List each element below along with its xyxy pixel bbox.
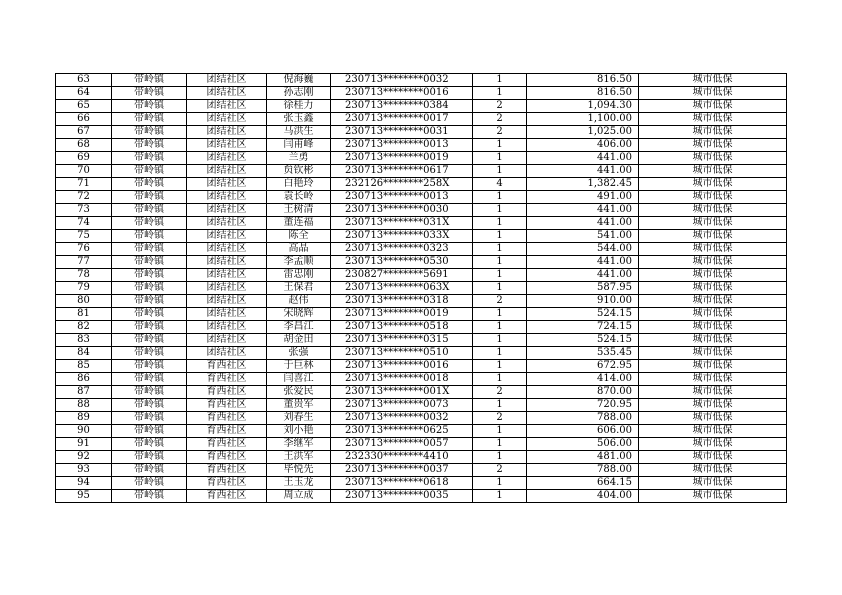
household-count-cell: 1 <box>473 204 527 217</box>
row-number-cell: 63 <box>56 74 112 87</box>
benefit-type-cell: 城市低保 <box>639 321 787 334</box>
community-cell: 育西社区 <box>187 438 267 451</box>
name-cell: 毕悦先 <box>267 464 331 477</box>
town-cell: 带岭镇 <box>112 464 187 477</box>
name-cell: 贠钦彬 <box>267 165 331 178</box>
town-cell: 带岭镇 <box>112 282 187 295</box>
name-cell: 孙志刚 <box>267 87 331 100</box>
name-cell: 高晶 <box>267 243 331 256</box>
name-cell: 李孟顺 <box>267 256 331 269</box>
id-number-cell: 230713********0037 <box>331 464 473 477</box>
id-number-cell: 230713********063X <box>331 282 473 295</box>
amount-cell: 788.00 <box>527 464 639 477</box>
household-count-cell: 1 <box>473 282 527 295</box>
household-count-cell: 1 <box>473 477 527 490</box>
community-cell: 团结社区 <box>187 100 267 113</box>
row-number-cell: 95 <box>56 490 112 503</box>
name-cell: 闫喜江 <box>267 373 331 386</box>
id-number-cell: 230713********0019 <box>331 152 473 165</box>
community-cell: 团结社区 <box>187 321 267 334</box>
community-cell: 育西社区 <box>187 360 267 373</box>
household-count-cell: 1 <box>473 139 527 152</box>
household-count-cell: 1 <box>473 490 527 503</box>
amount-cell: 541.00 <box>527 230 639 243</box>
town-cell: 带岭镇 <box>112 451 187 464</box>
community-cell: 育西社区 <box>187 490 267 503</box>
amount-cell: 606.00 <box>527 425 639 438</box>
town-cell: 带岭镇 <box>112 152 187 165</box>
table-row <box>56 321 787 334</box>
benefit-type-cell: 城市低保 <box>639 243 787 256</box>
row-number-cell: 87 <box>56 386 112 399</box>
table-row <box>56 451 787 464</box>
community-cell: 团结社区 <box>187 230 267 243</box>
name-cell: 马洪生 <box>267 126 331 139</box>
amount-cell: 441.00 <box>527 204 639 217</box>
row-number-cell: 89 <box>56 412 112 425</box>
amount-cell: 406.00 <box>527 139 639 152</box>
town-cell: 带岭镇 <box>112 113 187 126</box>
id-number-cell: 230713********001X <box>331 386 473 399</box>
town-cell: 带岭镇 <box>112 412 187 425</box>
household-count-cell: 1 <box>473 152 527 165</box>
table-row <box>56 230 787 243</box>
benefit-type-cell: 城市低保 <box>639 373 787 386</box>
row-number-cell: 90 <box>56 425 112 438</box>
town-cell: 带岭镇 <box>112 360 187 373</box>
town-cell: 带岭镇 <box>112 191 187 204</box>
id-number-cell: 230713********0032 <box>331 412 473 425</box>
name-cell: 张强 <box>267 347 331 360</box>
id-number-cell: 230713********033X <box>331 230 473 243</box>
community-cell: 育西社区 <box>187 386 267 399</box>
id-number-cell: 230713********0013 <box>331 191 473 204</box>
row-number-cell: 82 <box>56 321 112 334</box>
benefit-type-cell: 城市低保 <box>639 74 787 87</box>
id-number-cell: 230713********0510 <box>331 347 473 360</box>
benefit-type-cell: 城市低保 <box>639 165 787 178</box>
id-number-cell: 230713********0618 <box>331 477 473 490</box>
row-number-cell: 78 <box>56 269 112 282</box>
table-row <box>56 100 787 113</box>
community-cell: 团结社区 <box>187 126 267 139</box>
table-row <box>56 204 787 217</box>
town-cell: 带岭镇 <box>112 425 187 438</box>
name-cell: 陈全 <box>267 230 331 243</box>
id-number-cell: 230713********0016 <box>331 360 473 373</box>
benefit-type-cell: 城市低保 <box>639 399 787 412</box>
table-row <box>56 191 787 204</box>
table-body <box>56 74 787 503</box>
id-number-cell: 230713********0035 <box>331 490 473 503</box>
amount-cell: 1,025.00 <box>527 126 639 139</box>
table-row <box>56 178 787 191</box>
household-count-cell: 1 <box>473 230 527 243</box>
row-number-cell: 66 <box>56 113 112 126</box>
table-row <box>56 243 787 256</box>
town-cell: 带岭镇 <box>112 269 187 282</box>
row-number-cell: 88 <box>56 399 112 412</box>
row-number-cell: 70 <box>56 165 112 178</box>
town-cell: 带岭镇 <box>112 295 187 308</box>
name-cell: 赵伟 <box>267 295 331 308</box>
community-cell: 团结社区 <box>187 87 267 100</box>
table-row <box>56 360 787 373</box>
community-cell: 团结社区 <box>187 282 267 295</box>
row-number-cell: 93 <box>56 464 112 477</box>
amount-cell: 1,100.00 <box>527 113 639 126</box>
household-count-cell: 1 <box>473 425 527 438</box>
amount-cell: 544.00 <box>527 243 639 256</box>
amount-cell: 441.00 <box>527 152 639 165</box>
benefit-type-cell: 城市低保 <box>639 152 787 165</box>
benefit-type-cell: 城市低保 <box>639 230 787 243</box>
amount-cell: 441.00 <box>527 269 639 282</box>
amount-cell: 481.00 <box>527 451 639 464</box>
household-count-cell: 1 <box>473 334 527 347</box>
table-row <box>56 412 787 425</box>
id-number-cell: 230713********0530 <box>331 256 473 269</box>
id-number-cell: 230713********0017 <box>331 113 473 126</box>
amount-cell: 672.95 <box>527 360 639 373</box>
table-row <box>56 295 787 308</box>
household-count-cell: 1 <box>473 399 527 412</box>
amount-cell: 524.15 <box>527 334 639 347</box>
town-cell: 带岭镇 <box>112 243 187 256</box>
benefit-type-cell: 城市低保 <box>639 295 787 308</box>
table-row <box>56 490 787 503</box>
household-count-cell: 1 <box>473 74 527 87</box>
row-number-cell: 77 <box>56 256 112 269</box>
table-row <box>56 425 787 438</box>
benefit-type-cell: 城市低保 <box>639 100 787 113</box>
household-count-cell: 2 <box>473 386 527 399</box>
town-cell: 带岭镇 <box>112 126 187 139</box>
town-cell: 带岭镇 <box>112 217 187 230</box>
town-cell: 带岭镇 <box>112 490 187 503</box>
benefit-table <box>55 73 787 503</box>
household-count-cell: 1 <box>473 256 527 269</box>
amount-cell: 506.00 <box>527 438 639 451</box>
id-number-cell: 230713********0323 <box>331 243 473 256</box>
table-row <box>56 399 787 412</box>
town-cell: 带岭镇 <box>112 321 187 334</box>
town-cell: 带岭镇 <box>112 347 187 360</box>
town-cell: 带岭镇 <box>112 334 187 347</box>
community-cell: 团结社区 <box>187 191 267 204</box>
benefit-type-cell: 城市低保 <box>639 191 787 204</box>
community-cell: 团结社区 <box>187 308 267 321</box>
benefit-type-cell: 城市低保 <box>639 282 787 295</box>
community-cell: 育西社区 <box>187 399 267 412</box>
town-cell: 带岭镇 <box>112 230 187 243</box>
id-number-cell: 230713********0032 <box>331 74 473 87</box>
community-cell: 团结社区 <box>187 74 267 87</box>
table-row <box>56 152 787 165</box>
name-cell: 倪海巍 <box>267 74 331 87</box>
household-count-cell: 1 <box>473 243 527 256</box>
name-cell: 张爱民 <box>267 386 331 399</box>
benefit-type-cell: 城市低保 <box>639 113 787 126</box>
community-cell: 团结社区 <box>187 113 267 126</box>
town-cell: 带岭镇 <box>112 100 187 113</box>
community-cell: 团结社区 <box>187 347 267 360</box>
table-row <box>56 126 787 139</box>
community-cell: 育西社区 <box>187 464 267 477</box>
town-cell: 带岭镇 <box>112 386 187 399</box>
amount-cell: 404.00 <box>527 490 639 503</box>
community-cell: 团结社区 <box>187 204 267 217</box>
household-count-cell: 1 <box>473 87 527 100</box>
name-cell: 王洪军 <box>267 451 331 464</box>
row-number-cell: 94 <box>56 477 112 490</box>
town-cell: 带岭镇 <box>112 438 187 451</box>
table-row <box>56 347 787 360</box>
benefit-type-cell: 城市低保 <box>639 126 787 139</box>
town-cell: 带岭镇 <box>112 178 187 191</box>
name-cell: 王玉龙 <box>267 477 331 490</box>
household-count-cell: 1 <box>473 321 527 334</box>
id-number-cell: 230827********5691 <box>331 269 473 282</box>
community-cell: 团结社区 <box>187 165 267 178</box>
town-cell: 带岭镇 <box>112 74 187 87</box>
id-number-cell: 230713********0018 <box>331 373 473 386</box>
id-number-cell: 230713********0031 <box>331 126 473 139</box>
id-number-cell: 230713********0384 <box>331 100 473 113</box>
table-row <box>56 308 787 321</box>
amount-cell: 441.00 <box>527 217 639 230</box>
table-row <box>56 477 787 490</box>
name-cell: 周立成 <box>267 490 331 503</box>
name-cell: 张玉鑫 <box>267 113 331 126</box>
id-number-cell: 230713********0318 <box>331 295 473 308</box>
name-cell: 胡金田 <box>267 334 331 347</box>
name-cell: 宋晓辉 <box>267 308 331 321</box>
name-cell: 兰勇 <box>267 152 331 165</box>
name-cell: 王树清 <box>267 204 331 217</box>
amount-cell: 414.00 <box>527 373 639 386</box>
household-count-cell: 2 <box>473 100 527 113</box>
benefit-type-cell: 城市低保 <box>639 477 787 490</box>
id-number-cell: 230713********0019 <box>331 308 473 321</box>
amount-cell: 1,382.45 <box>527 178 639 191</box>
benefit-type-cell: 城市低保 <box>639 360 787 373</box>
town-cell: 带岭镇 <box>112 256 187 269</box>
id-number-cell: 230713********0315 <box>331 334 473 347</box>
household-count-cell: 1 <box>473 438 527 451</box>
name-cell: 王保君 <box>267 282 331 295</box>
table-row <box>56 139 787 152</box>
id-number-cell: 230713********0013 <box>331 139 473 152</box>
row-number-cell: 86 <box>56 373 112 386</box>
id-number-cell: 230713********0030 <box>331 204 473 217</box>
name-cell: 白艳玲 <box>267 178 331 191</box>
amount-cell: 1,094.30 <box>527 100 639 113</box>
benefit-type-cell: 城市低保 <box>639 464 787 477</box>
town-cell: 带岭镇 <box>112 165 187 178</box>
row-number-cell: 84 <box>56 347 112 360</box>
benefit-type-cell: 城市低保 <box>639 204 787 217</box>
community-cell: 育西社区 <box>187 425 267 438</box>
household-count-cell: 1 <box>473 217 527 230</box>
benefit-type-cell: 城市低保 <box>639 178 787 191</box>
name-cell: 闫甫峰 <box>267 139 331 152</box>
town-cell: 带岭镇 <box>112 373 187 386</box>
row-number-cell: 75 <box>56 230 112 243</box>
amount-cell: 441.00 <box>527 165 639 178</box>
table-row <box>56 386 787 399</box>
table-row <box>56 373 787 386</box>
row-number-cell: 85 <box>56 360 112 373</box>
id-number-cell: 230713********0625 <box>331 425 473 438</box>
name-cell: 李继军 <box>267 438 331 451</box>
row-number-cell: 92 <box>56 451 112 464</box>
benefit-type-cell: 城市低保 <box>639 490 787 503</box>
table-row <box>56 87 787 100</box>
town-cell: 带岭镇 <box>112 308 187 321</box>
name-cell: 徐桂力 <box>267 100 331 113</box>
amount-cell: 720.95 <box>527 399 639 412</box>
community-cell: 团结社区 <box>187 152 267 165</box>
benefit-type-cell: 城市低保 <box>639 451 787 464</box>
amount-cell: 724.15 <box>527 321 639 334</box>
row-number-cell: 69 <box>56 152 112 165</box>
household-count-cell: 1 <box>473 347 527 360</box>
community-cell: 育西社区 <box>187 412 267 425</box>
name-cell: 刘春生 <box>267 412 331 425</box>
amount-cell: 491.00 <box>527 191 639 204</box>
benefit-type-cell: 城市低保 <box>639 386 787 399</box>
id-number-cell: 232330********4410 <box>331 451 473 464</box>
community-cell: 团结社区 <box>187 269 267 282</box>
name-cell: 董连福 <box>267 217 331 230</box>
household-count-cell: 1 <box>473 308 527 321</box>
community-cell: 育西社区 <box>187 373 267 386</box>
id-number-cell: 230713********0518 <box>331 321 473 334</box>
amount-cell: 870.00 <box>527 386 639 399</box>
id-number-cell: 230713********0617 <box>331 165 473 178</box>
benefit-type-cell: 城市低保 <box>639 217 787 230</box>
table-row <box>56 113 787 126</box>
row-number-cell: 74 <box>56 217 112 230</box>
benefit-type-cell: 城市低保 <box>639 412 787 425</box>
table-row <box>56 217 787 230</box>
community-cell: 育西社区 <box>187 451 267 464</box>
row-number-cell: 65 <box>56 100 112 113</box>
row-number-cell: 71 <box>56 178 112 191</box>
household-count-cell: 1 <box>473 360 527 373</box>
household-count-cell: 2 <box>473 126 527 139</box>
town-cell: 带岭镇 <box>112 399 187 412</box>
row-number-cell: 64 <box>56 87 112 100</box>
community-cell: 团结社区 <box>187 256 267 269</box>
row-number-cell: 91 <box>56 438 112 451</box>
benefit-type-cell: 城市低保 <box>639 425 787 438</box>
household-count-cell: 2 <box>473 412 527 425</box>
table-row <box>56 269 787 282</box>
table-row <box>56 165 787 178</box>
household-count-cell: 2 <box>473 113 527 126</box>
benefit-type-cell: 城市低保 <box>639 269 787 282</box>
community-cell: 团结社区 <box>187 243 267 256</box>
name-cell: 刘小艳 <box>267 425 331 438</box>
row-number-cell: 76 <box>56 243 112 256</box>
name-cell: 于巨林 <box>267 360 331 373</box>
table-row <box>56 438 787 451</box>
benefit-type-cell: 城市低保 <box>639 334 787 347</box>
benefit-type-cell: 城市低保 <box>639 308 787 321</box>
community-cell: 团结社区 <box>187 217 267 230</box>
community-cell: 团结社区 <box>187 295 267 308</box>
id-number-cell: 232126********258X <box>331 178 473 191</box>
town-cell: 带岭镇 <box>112 139 187 152</box>
row-number-cell: 73 <box>56 204 112 217</box>
name-cell: 李昌江 <box>267 321 331 334</box>
household-count-cell: 1 <box>473 191 527 204</box>
table-row <box>56 282 787 295</box>
id-number-cell: 230713********0016 <box>331 87 473 100</box>
table-row <box>56 334 787 347</box>
row-number-cell: 80 <box>56 295 112 308</box>
table-row <box>56 256 787 269</box>
amount-cell: 535.45 <box>527 347 639 360</box>
community-cell: 育西社区 <box>187 477 267 490</box>
amount-cell: 816.50 <box>527 74 639 87</box>
name-cell: 董贵军 <box>267 399 331 412</box>
row-number-cell: 83 <box>56 334 112 347</box>
row-number-cell: 72 <box>56 191 112 204</box>
amount-cell: 524.15 <box>527 308 639 321</box>
benefit-type-cell: 城市低保 <box>639 438 787 451</box>
table-row <box>56 74 787 87</box>
household-count-cell: 1 <box>473 269 527 282</box>
town-cell: 带岭镇 <box>112 477 187 490</box>
community-cell: 团结社区 <box>187 139 267 152</box>
table-row <box>56 464 787 477</box>
amount-cell: 664.15 <box>527 477 639 490</box>
household-count-cell: 1 <box>473 165 527 178</box>
benefit-type-cell: 城市低保 <box>639 256 787 269</box>
town-cell: 带岭镇 <box>112 204 187 217</box>
benefit-type-cell: 城市低保 <box>639 139 787 152</box>
household-count-cell: 2 <box>473 295 527 308</box>
amount-cell: 910.00 <box>527 295 639 308</box>
community-cell: 团结社区 <box>187 334 267 347</box>
name-cell: 袁长岭 <box>267 191 331 204</box>
id-number-cell: 230713********0057 <box>331 438 473 451</box>
row-number-cell: 67 <box>56 126 112 139</box>
amount-cell: 587.95 <box>527 282 639 295</box>
id-number-cell: 230713********031X <box>331 217 473 230</box>
household-count-cell: 4 <box>473 178 527 191</box>
household-count-cell: 2 <box>473 464 527 477</box>
name-cell: 雷忠刚 <box>267 269 331 282</box>
community-cell: 团结社区 <box>187 178 267 191</box>
row-number-cell: 68 <box>56 139 112 152</box>
household-count-cell: 1 <box>473 451 527 464</box>
benefit-type-cell: 城市低保 <box>639 87 787 100</box>
row-number-cell: 79 <box>56 282 112 295</box>
amount-cell: 816.50 <box>527 87 639 100</box>
household-count-cell: 1 <box>473 373 527 386</box>
id-number-cell: 230713********0073 <box>331 399 473 412</box>
town-cell: 带岭镇 <box>112 87 187 100</box>
amount-cell: 441.00 <box>527 256 639 269</box>
benefit-type-cell: 城市低保 <box>639 347 787 360</box>
row-number-cell: 81 <box>56 308 112 321</box>
amount-cell: 788.00 <box>527 412 639 425</box>
